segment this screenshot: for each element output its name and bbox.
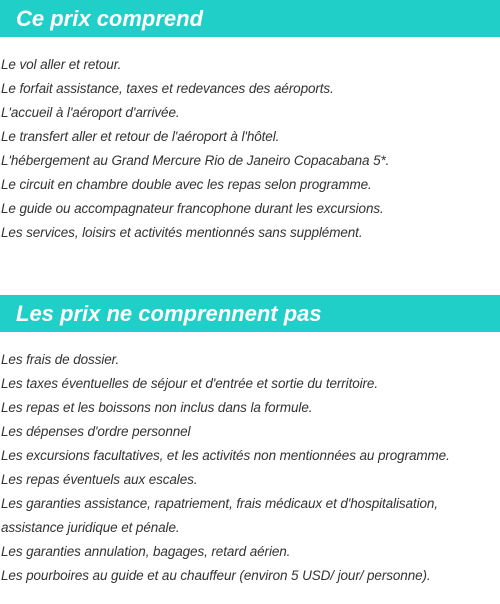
excluded-list-item: Les excursions facultatives, et les activités non mentionnées au programme. — [1, 448, 450, 463]
excluded-list-item: Les frais de dossier. — [1, 352, 120, 367]
included-list-item: Le guide ou accompagnateur francophone durant les excursions. — [1, 201, 384, 216]
excluded-list-item: assistance juridique et pénale. — [1, 520, 180, 535]
excluded-list-item: Les garanties annulation, bagages, retard aérien. — [1, 544, 291, 559]
excluded-list-item: Les dépenses d'ordre personnel — [1, 424, 191, 439]
included-list-item: L'accueil à l'aéroport d'arrivée. — [1, 105, 180, 120]
included-section-header: Ce prix comprend — [0, 0, 500, 37]
included-list — [0, 53, 500, 245]
excluded-list-item: Les repas et les boissons non inclus dans la formule. — [1, 400, 313, 415]
excluded-list-item: Les repas éventuels aux escales. — [1, 472, 198, 487]
excluded-list-item: Les taxes éventuelles de séjour et d'entrée et sortie du territoire. — [1, 376, 378, 391]
excluded-list-item: Les garanties assistance, rapatriement, frais médicaux et d'hospitalisation, — [1, 496, 438, 511]
included-list-item: Le forfait assistance, taxes et redevances des aéroports. — [1, 81, 334, 96]
included-list-item: L'hébergement au Grand Mercure Rio de Janeiro Copacabana 5*. — [1, 153, 390, 168]
excluded-section-header: Les prix ne comprennent pas — [0, 295, 500, 332]
included-list-item: Le circuit en chambre double avec les repas selon programme. — [1, 177, 372, 192]
included-list-item: Le transfert aller et retour de l'aéroport à l'hôtel. — [1, 129, 280, 144]
excluded-list-item: Les pourboires au guide et au chauffeur (environ 5 USD/ jour/ personne). — [1, 568, 431, 583]
excluded-list — [0, 348, 500, 588]
included-list-item: Les services, loisirs et activités mentionnés sans supplément. — [1, 225, 363, 240]
included-list-item: Le vol aller et retour. — [1, 57, 122, 72]
